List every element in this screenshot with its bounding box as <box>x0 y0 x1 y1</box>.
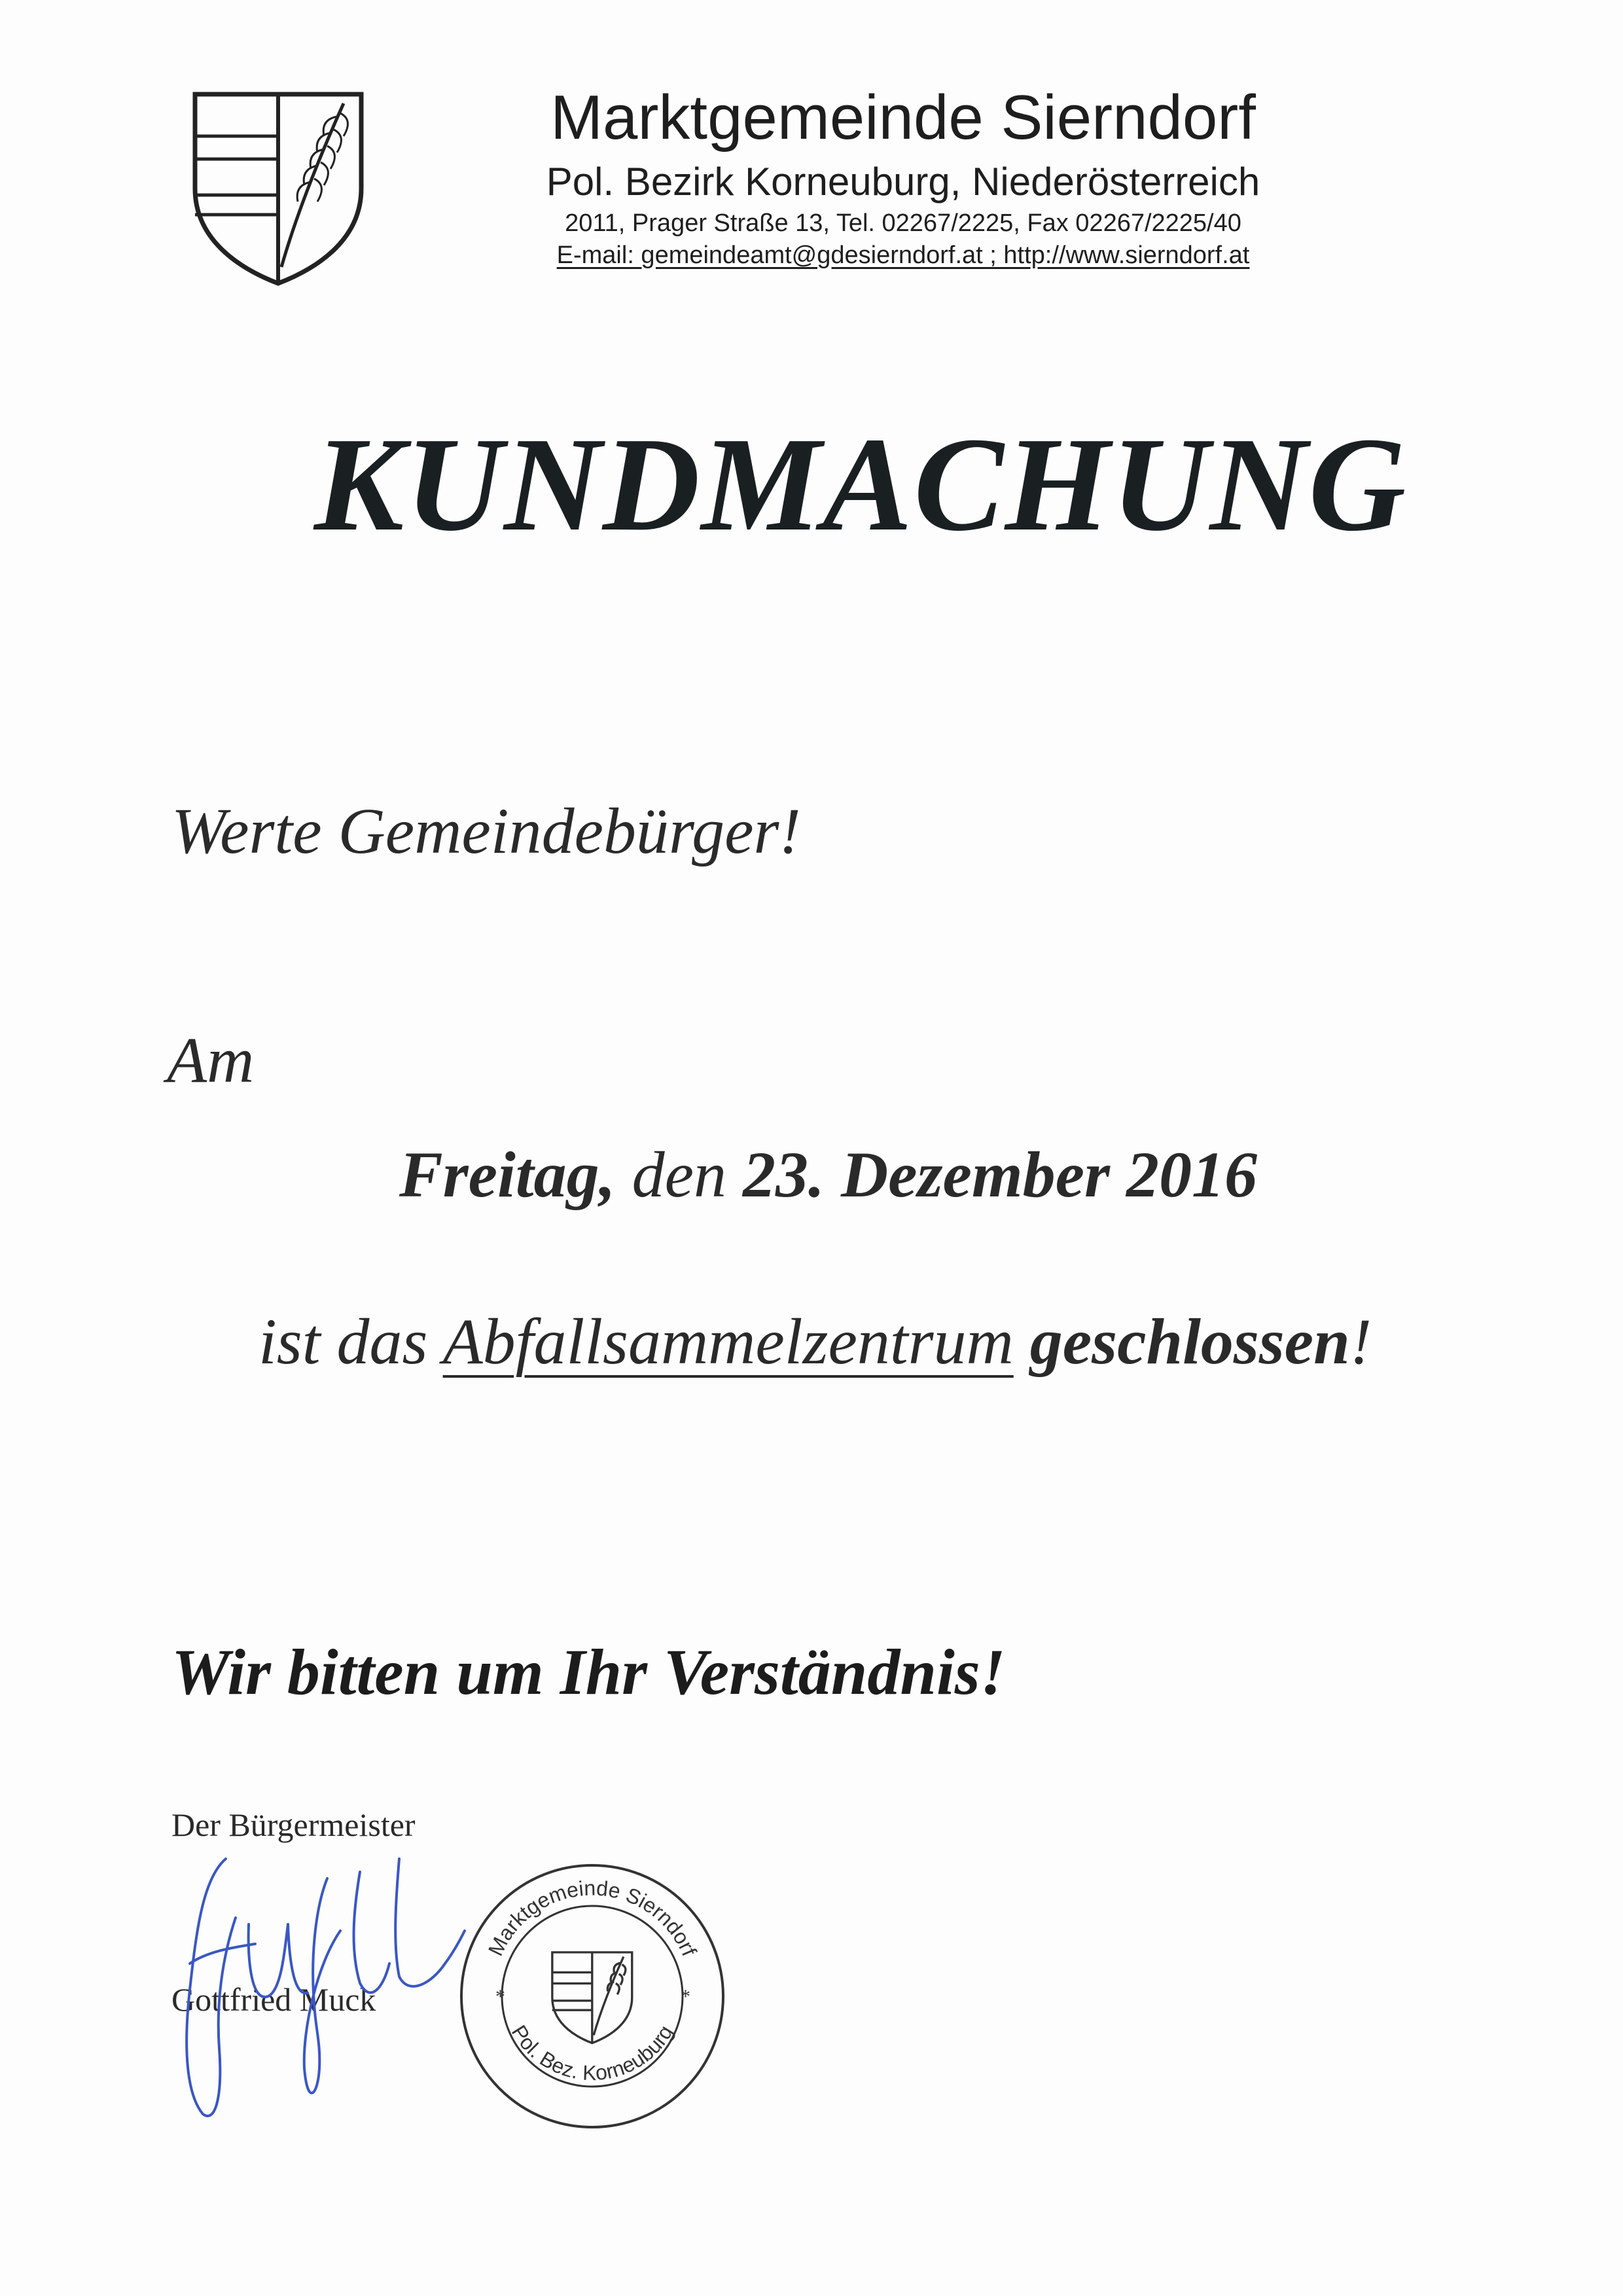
closure-state: geschlossen <box>1013 1305 1350 1378</box>
handwritten-signature <box>164 1833 471 2127</box>
closure-prefix: ist das <box>259 1305 443 1378</box>
facility-name: Abfallsammelzentrum <box>442 1305 1014 1378</box>
date-weekday: Freitag, <box>399 1138 616 1211</box>
stamp-bottom-text: Pol. Bez. Korneuburg <box>507 2020 678 2085</box>
date-connector: den <box>615 1138 743 1211</box>
closing-remark: Wir bitten um Ihr Verständnis! <box>171 1636 1006 1708</box>
closure-suffix: ! <box>1349 1305 1372 1378</box>
signatory-title: Der Bürgermeister <box>171 1806 416 1843</box>
signatory-name: Gottfried Muck <box>171 1981 376 2018</box>
coat-of-arms-icon <box>190 90 366 287</box>
letterhead <box>491 79 1315 271</box>
stamp-top-text: Marktgemeinde Sierndorf <box>483 1876 702 1960</box>
stamp-star-right: * <box>681 1986 690 2007</box>
greeting: Werte Gemeindebürger! <box>171 795 801 867</box>
intro-word: Am <box>167 1024 255 1096</box>
address-line: 2011, Prager Straße 13, Tel. 02267/2225, Fax 02267/2225/40 <box>565 209 1241 237</box>
closing-date <box>399 1136 1257 1214</box>
municipality-name: Marktgemeinde Sierndorf <box>550 82 1256 152</box>
notice-heading: KUNDMACHUNG <box>314 409 1408 559</box>
stamp-star-left: * <box>495 1986 505 2007</box>
official-stamp <box>455 1859 730 2134</box>
date-day: 23. Dezember 2016 <box>742 1138 1257 1211</box>
contact-line: E-mail: gemeindeamt@gdesierndorf.at ; http://www.sierndorf.at <box>556 242 1250 269</box>
district-line: Pol. Bezirk Korneuburg, Niederösterreich <box>546 160 1260 204</box>
closure-statement <box>259 1302 1372 1381</box>
